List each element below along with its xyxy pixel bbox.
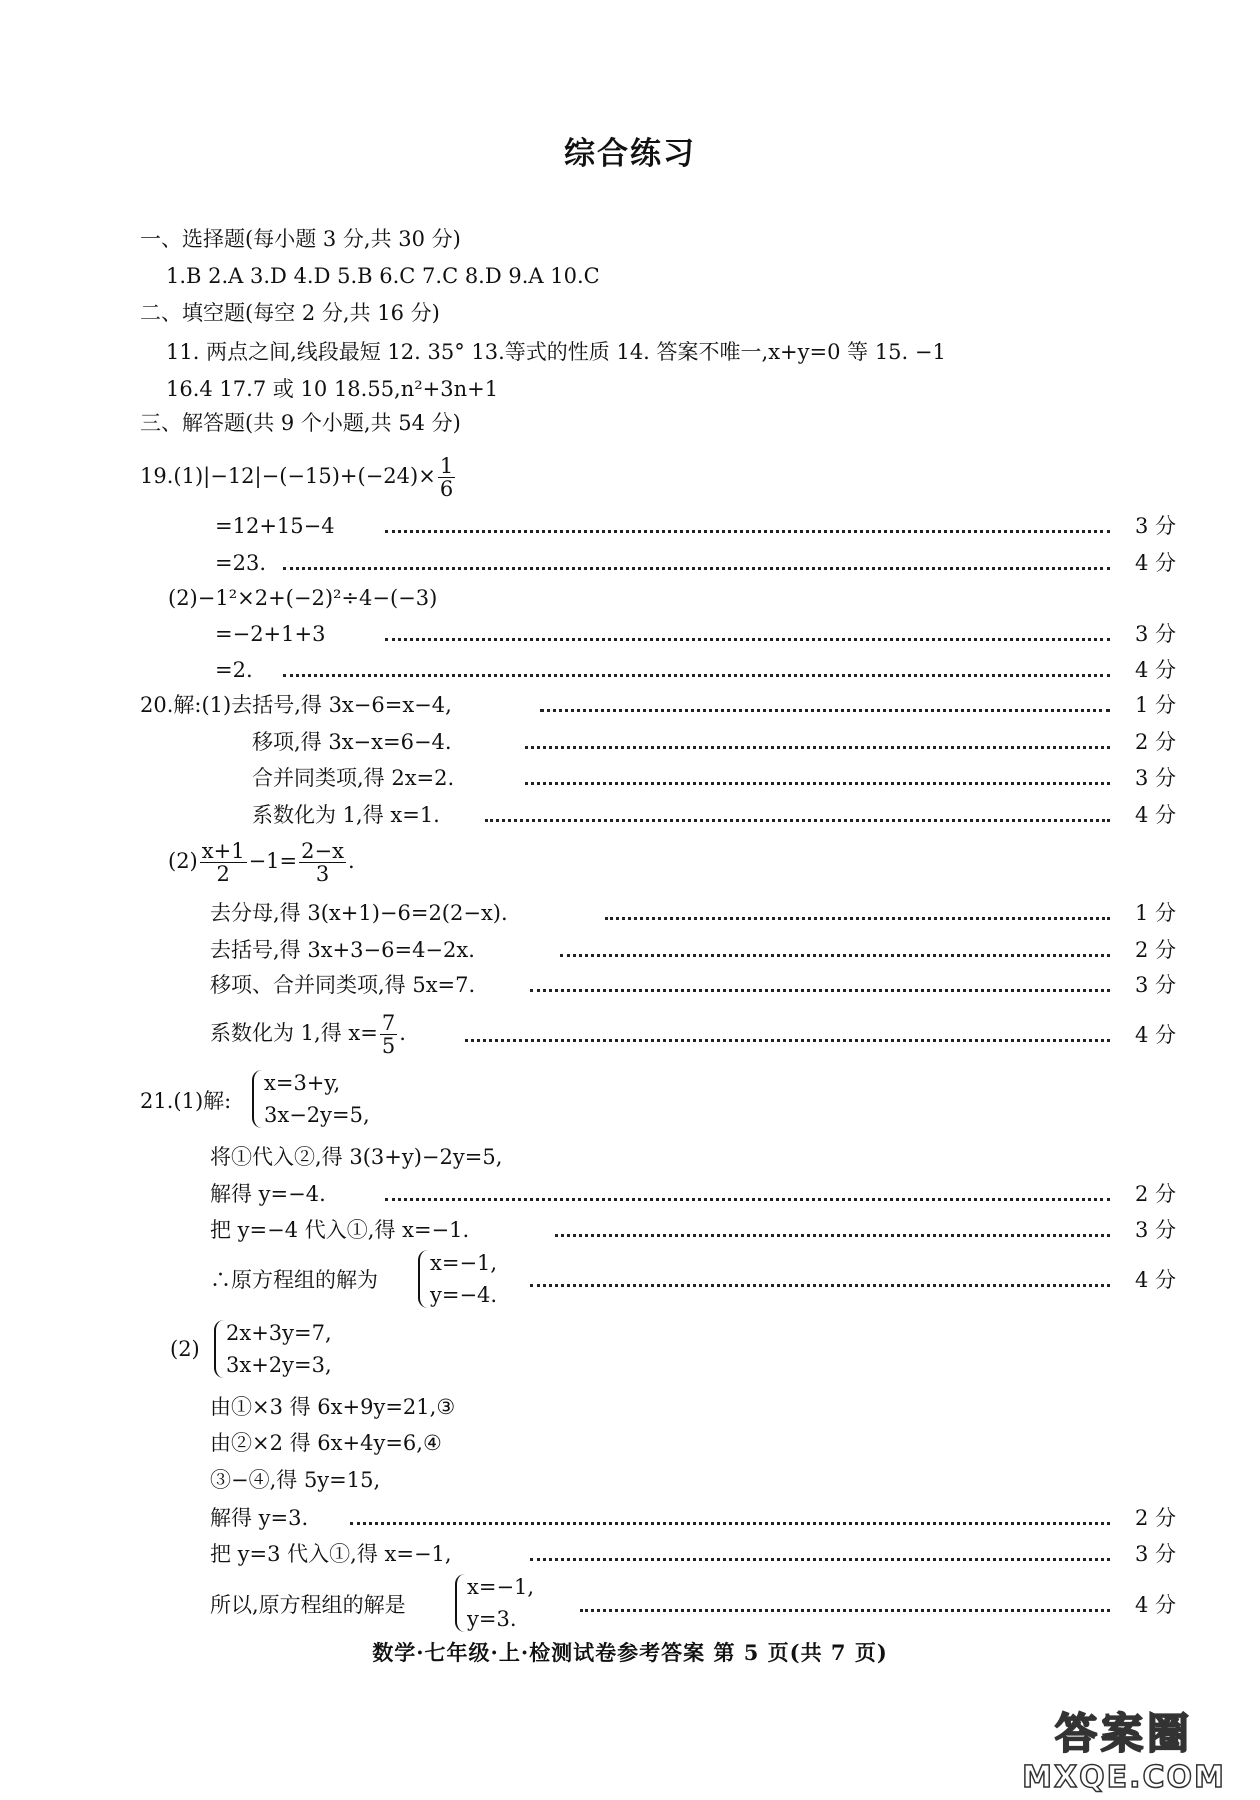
score-label: 4 分 (1134, 803, 1176, 827)
choice-answers: 1.B 2.A 3.D 4.D 5.B 6.C 7.C 8.D 9.A 10.C (166, 264, 600, 288)
score-label: 3 分 (1134, 1542, 1176, 1566)
watermark-logo (1008, 1706, 1240, 1796)
fraction-one-sixth: $\frac{1}{6}$ (439, 453, 454, 501)
q19-step-4: =2. 4 分 (0, 655, 1260, 685)
answer-sheet-page: 综合练习 一、选择题(每小题 3 分,共 30 分) 1.B 2.A 3.D 4.D 5.B 6.C 7.C 8.D 9.A 10.C 二、填空题(每空 2 分,共 16 分) 11. 两点之间,线段最短 12. 35° 13.等式的性质 14. 答案不唯一,x+y=0 等 15. −1 16.4 17.7 或 10 18.55,n²+3n+1 三、解答题(共 9 个小题,共 54 分) 19.(1)|−12|−(−15)+(−24)× $\frac{1}{6}$ =12+15−4 3 分 =23. 4 分 (2)−1²×2+(−2)²÷4−(−3) =−2+1+3 3 分 =2. 4 分 20.解:(1)去括号,得 3x−6=x−4, 1 分 移项,得 3x−x=6−4. 2 分 合并同类项,得 2x=2. 3 分 系数化为 1,得 x=1. 4 分 (2) $\frac{x+1}{2}$ −1= $\frac{2-x}{3}$ . 去分母,得 3(x+1)−6=2(2−x). 1 分 去括号,得 3x+3−6=4−2x. 2 分 移项、合并同类项,得 5x=7. 3 分 系数化为 1,得 x= $\frac{7}{5}$ . 4 分 21.(1)解: x=3+y, 3x−2y=5, 将①代入②,得 3(3+y)−2y=5, 解得 y=−4. 2 分 把 y=−4 代入①,得 x=−1. 3 分 ∴原方程组的解为 x=−1, y=−4. 4 分 (2) 2x+3y=7, 3x+2y=3, 由①×3 得 6x+9y=21,③ 由②×2 得 6x+4y=6,④ ③−④,得 5y=15, 解得 y=3. 2 分 把 y=3 代入①,得 x=−1, 3 分 所以,原方程组的解是 x=−1, y=3. 4 分 数学·七年级·上·检测试卷参考答案 第 5 页(共 7 页) 答案圈 MXQE.COM (0, 0, 1260, 1800)
score-label: 4 分 (1134, 551, 1176, 575)
brace-icon (252, 1070, 262, 1128)
section-fill-heading: 二、填空题(每空 2 分,共 16 分) (140, 301, 440, 325)
score-label: 4 分 (1134, 1268, 1176, 1292)
score-label: 2 分 (1134, 1506, 1176, 1530)
q21-subtract: ③−④,得 5y=15, (210, 1468, 381, 1492)
q19-step-1: =12+15−4 3 分 (0, 511, 1260, 541)
score-label: 1 分 (1134, 901, 1176, 925)
q19-step-2: =23. 4 分 (0, 548, 1260, 578)
score-label: 4 分 (1134, 1593, 1176, 1617)
q21-multiply-2: 由②×2 得 6x+4y=6,④ (210, 1431, 442, 1455)
fill-answers-line-1: 11. 两点之间,线段最短 12. 35° 13.等式的性质 14. 答案不唯一,x+y=0 等 15. −1 (166, 340, 946, 364)
q19-expression-text: 19.(1)|−12|−(−15)+(−24)× (140, 464, 436, 488)
section-solve-heading: 三、解答题(共 9 个小题,共 54 分) (140, 411, 461, 435)
q20-part2-step-1: 去分母,得 3(x+1)−6=2(2−x). 1 分 (0, 898, 1260, 928)
score-label: 4 分 (1134, 658, 1176, 682)
q20-part2-step-4-score (0, 1020, 1260, 1050)
q20-part2-step-3: 移项、合并同类项,得 5x=7. 3 分 (0, 970, 1260, 1000)
score-label: 3 分 (1134, 766, 1176, 790)
watermark-logo-url: MXQE.COM (1022, 1760, 1226, 1795)
score-label: 3 分 (1134, 514, 1176, 538)
page-footer: 数学·七年级·上·检测试卷参考答案 第 5 页(共 7 页) (372, 1640, 888, 1665)
score-label: 4 分 (1134, 1023, 1176, 1047)
score-label: 2 分 (1134, 1182, 1176, 1206)
q21-part2-solve-y: 解得 y=3. 2 分 (0, 1503, 1260, 1533)
q21-substitution: 将①代入②,得 3(3+y)−2y=5, (210, 1145, 503, 1169)
q20-step-3: 合并同类项,得 2x=2. 3 分 (0, 763, 1260, 793)
q21-solution-label: ∴原方程组的解为 (210, 1268, 378, 1292)
q20-step-2: 移项,得 3x−x=6−4. 2 分 (0, 727, 1260, 757)
q21-step-solve-y: 解得 y=−4. 2 分 (0, 1179, 1260, 1209)
q19-step-3: =−2+1+3 3 分 (0, 619, 1260, 649)
score-label: 3 分 (1134, 973, 1176, 997)
q21-part1-label: 21.(1)解: (140, 1089, 232, 1113)
section-choice-heading: 一、选择题(每小题 3 分,共 30 分) (140, 227, 461, 251)
fill-answers-line-2: 16.4 17.7 或 10 18.55,n²+3n+1 (166, 377, 499, 401)
fraction-2-minus-x-over-3: $\frac{2-x}{3}$ (301, 838, 344, 886)
q19-part1-expression (140, 448, 457, 504)
score-label: 2 分 (1134, 730, 1176, 754)
q21-part2-label: (2) (170, 1337, 200, 1361)
q21-solution-score (0, 1265, 1260, 1295)
score-label: 3 分 (1134, 1218, 1176, 1242)
q21-multiply-1: 由①×3 得 6x+9y=21,③ (210, 1395, 456, 1419)
fraction-seven-fifths: $\frac{7}{5}$ (381, 1010, 396, 1058)
q21-part2-solve-x: 把 y=3 代入①,得 x=−1, 3 分 (0, 1539, 1260, 1569)
brace-icon (214, 1320, 224, 1378)
q20-part2-step-2: 去括号,得 3x+3−6=4−2x. 2 分 (0, 935, 1260, 965)
q21-part2-solution-label: 所以,原方程组的解是 (210, 1593, 406, 1617)
score-label: 3 分 (1134, 622, 1176, 646)
q19-part2-expression: (2)−1²×2+(−2)²÷4−(−3) (168, 586, 438, 610)
q20-step-1: 20.解:(1)去括号,得 3x−6=x−4, 1 分 (0, 690, 1260, 720)
page-title: 综合练习 (564, 136, 696, 172)
score-label: 1 分 (1134, 693, 1176, 717)
q21-part2-solution-score (0, 1590, 1260, 1620)
q20-part2-equation: (2) $\frac{x+1}{2}$ −1= $\frac{2-x}{3}$ . (168, 838, 355, 886)
score-label: 2 分 (1134, 938, 1176, 962)
q20-step-4: 系数化为 1,得 x=1. 4 分 (0, 800, 1260, 830)
q21-step-solve-x: 把 y=−4 代入①,得 x=−1. 3 分 (0, 1215, 1260, 1245)
watermark-logo-top: 答案圈 (1054, 1709, 1193, 1758)
q20-part2-step-4: 系数化为 1,得 x= $\frac{7}{5}$ . (210, 1010, 406, 1058)
fraction-x-plus-1-over-2: $\frac{x+1}{2}$ (201, 838, 245, 886)
